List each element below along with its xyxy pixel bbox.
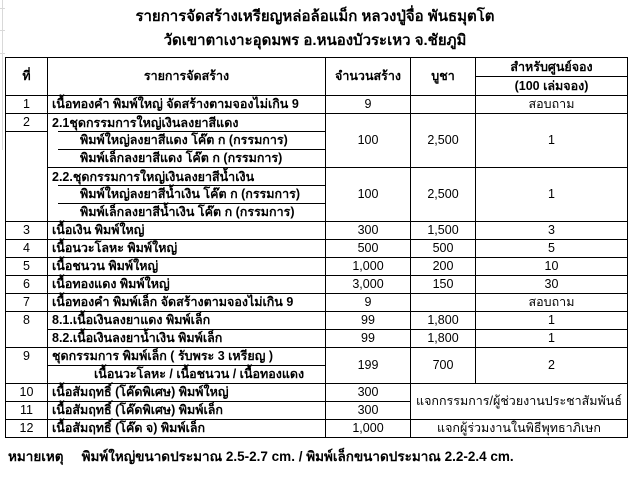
- footnote-text: พิมพ์ใหญ่ขนาดประมาณ 2.5-2.7 cm. / พิมพ์เล็กขนาดประมาณ 2.2-2.4 cm.: [81, 449, 514, 464]
- cell-no-empty: [6, 132, 48, 222]
- header-booking-center: สำหรับศูนย์จอง: [476, 58, 628, 77]
- cell-quantity: 500: [326, 240, 411, 258]
- cell-price: 700: [411, 348, 476, 384]
- cell-no: 12: [6, 420, 48, 438]
- cell-center: 1: [476, 114, 628, 168]
- cell-item-group-title: 2.1ชุดกรรมการใหญ่เงินลงยาสีแดง: [48, 114, 326, 132]
- cell-item: เนื้อสัมฤทธิ์ (โค๊ดพิเศษ) พิมพ์ใหญ่: [48, 384, 326, 402]
- cell-no: 2: [6, 114, 48, 132]
- cell-item: เนื้อทองแดง พิมพ์ใหญ่: [48, 276, 326, 294]
- cell-center: 2: [476, 348, 628, 384]
- cell-price-empty: [411, 96, 476, 114]
- cell-quantity: 100: [326, 114, 411, 168]
- footnote-label: หมายเหตุ: [8, 449, 64, 464]
- cell-item: เนื้อนวะโลหะ พิมพ์ใหญ่: [48, 240, 326, 258]
- cell-no: 4: [6, 240, 48, 258]
- cell-item-subline: พิมพ์ใหญ่ลงยาสีน้ำเงิน โค๊ต ก (กรรมการ): [48, 186, 326, 204]
- cell-quantity: 9: [326, 294, 411, 312]
- cell-quantity: 300: [326, 402, 411, 420]
- document-title: [0, 0, 630, 53]
- cell-center: สอบถาม: [476, 294, 628, 312]
- cell-no: 8: [6, 312, 48, 348]
- header-item: รายการจัดสร้าง: [48, 58, 326, 96]
- background-gridline-tick: [0, 8, 5, 9]
- cell-price: 200: [411, 258, 476, 276]
- cell-item-subline: พิมพ์ใหญ่ลงยาสีแดง โค๊ต ก (กรรมการ): [48, 132, 326, 150]
- cell-no: 1: [6, 96, 48, 114]
- cell-item: เนื้อทองคำ พิมพ์เล็ก จัดสร้างตามจองไม่เกิน 9: [48, 294, 326, 312]
- cell-quantity: 1,000: [326, 420, 411, 438]
- cell-no: 3: [6, 222, 48, 240]
- cell-quantity: 99: [326, 330, 411, 348]
- cell-price: 1,800: [411, 312, 476, 330]
- cell-no: 5: [6, 258, 48, 276]
- cell-item: 8.1.เนื้อเงินลงยาแดง พิมพ์เล็ก: [48, 312, 326, 330]
- cell-price: 2,500: [411, 114, 476, 168]
- cell-center: 1: [476, 168, 628, 222]
- cell-price-empty: [411, 294, 476, 312]
- cell-item-group-title: ชุดกรรมการ พิมพ์เล็ก ( รับพระ 3 เหรียญ ): [48, 348, 326, 366]
- background-gridline-tick: [0, 30, 5, 31]
- cell-center: 30: [476, 276, 628, 294]
- cell-quantity: 300: [326, 384, 411, 402]
- cell-quantity: 9: [326, 96, 411, 114]
- header-no: ที่: [6, 58, 48, 96]
- cell-no: 9: [6, 348, 48, 384]
- cell-price: 500: [411, 240, 476, 258]
- title-line-2: วัดเขาตาเงาะอุดมพร อ.หนองบัวระเหว จ.ชัยภูมิ: [163, 32, 467, 49]
- cell-item-group-title: 2.2.ชุดกรรมการใหญ่เงินลงยาสีน้ำเงิน: [48, 168, 326, 186]
- cell-center: 10: [476, 258, 628, 276]
- cell-center: 1: [476, 330, 628, 348]
- cell-no: 6: [6, 276, 48, 294]
- cell-quantity: 99: [326, 312, 411, 330]
- cell-quantity: 300: [326, 222, 411, 240]
- header-booking-center-sub: (100 เล่มจอง): [476, 77, 628, 96]
- footnote: [8, 445, 630, 467]
- cell-center: 3: [476, 222, 628, 240]
- cell-quantity: 3,000: [326, 276, 411, 294]
- cell-item: เนื้อชนวน พิมพ์ใหญ่: [48, 258, 326, 276]
- amulet-order-table: [5, 57, 628, 438]
- cell-distribution-note: แจกผู้ร่วมงานในพิธีพุทธาภิเษก: [411, 420, 628, 438]
- cell-quantity: 1,000: [326, 258, 411, 276]
- cell-quantity: 100: [326, 168, 411, 222]
- header-quantity: จำนวนสร้าง: [326, 58, 411, 96]
- cell-item: 8.2.เนื้อเงินลงยาน้ำเงิน พิมพ์เล็ก: [48, 330, 326, 348]
- cell-price: 150: [411, 276, 476, 294]
- cell-no: 7: [6, 294, 48, 312]
- cell-no: 11: [6, 402, 48, 420]
- cell-center: 1: [476, 312, 628, 330]
- cell-item-subline: พิมพ์เล็กลงยาสีน้ำเงิน โค๊ต ก (กรรมการ): [48, 204, 326, 222]
- cell-price: 2,500: [411, 168, 476, 222]
- background-gridline-left: [2, 0, 3, 150]
- cell-item: เนื้อเงิน พิมพ์ใหญ่: [48, 222, 326, 240]
- cell-no: 10: [6, 384, 48, 402]
- cell-price: 1,500: [411, 222, 476, 240]
- cell-item-subline: พิมพ์เล็กลงยาสีแดง โค๊ต ก (กรรมการ): [48, 150, 326, 168]
- cell-item: เนื้อสัมฤทธิ์ (โค๊ดพิเศษ) พิมพ์เล็ก: [48, 402, 326, 420]
- cell-distribution-note: แจกกรรมการ/ผู้ช่วยงานประชาสัมพันธ์: [411, 384, 628, 420]
- background-gridline-tick: [0, 53, 5, 54]
- cell-center: 5: [476, 240, 628, 258]
- header-price: บูชา: [411, 58, 476, 96]
- cell-item-subline: เนื้อนวะโลหะ / เนื้อชนวน / เนื้อทองแดง: [48, 366, 326, 384]
- title-line-1: รายการจัดสร้างเหรียญหล่อล้อแม็ก หลวงปู่จื่อ พันธมุตโต: [135, 8, 495, 25]
- cell-item: เนื้อสัมฤทธิ์ (โค๊ด จ) พิมพ์เล็ก: [48, 420, 326, 438]
- cell-price: 1,800: [411, 330, 476, 348]
- cell-item: เนื้อทองคำ พิมพ์ใหญ่ จัดสร้างตามจองไม่เกิน 9: [48, 96, 326, 114]
- cell-center: สอบถาม: [476, 96, 628, 114]
- cell-quantity: 199: [326, 348, 411, 384]
